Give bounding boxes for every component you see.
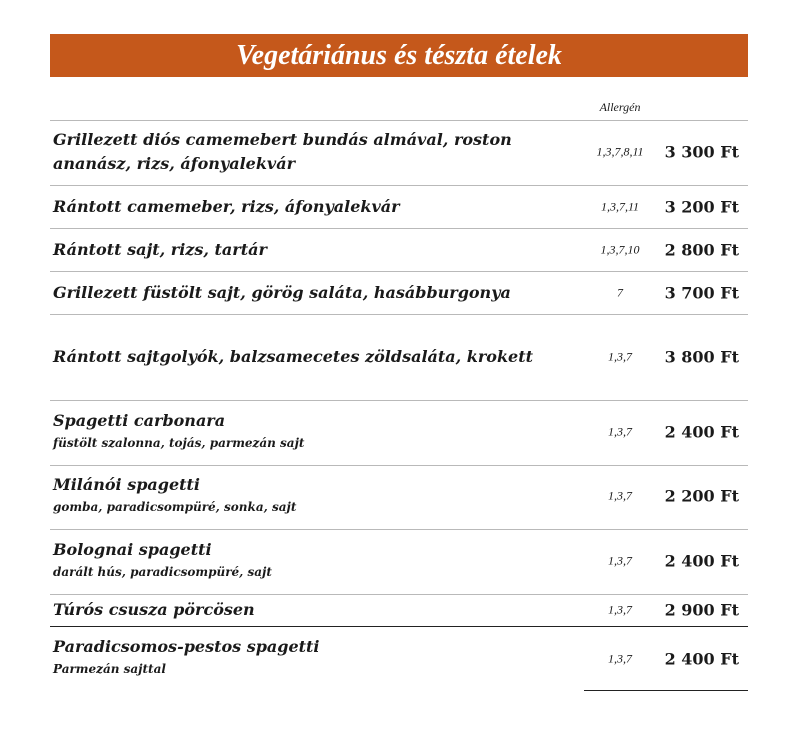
- menu-item-name: Grillezett diós camemebert bundás almával, roston ananász, rizs, áfonyalekvár: [53, 130, 512, 173]
- menu-item-allergen: 1,3,7: [608, 488, 632, 503]
- menu-item-price: 2 900 Ft: [664, 600, 739, 620]
- row-divider: [50, 529, 748, 530]
- menu-item-name: [53, 635, 573, 679]
- menu-item-title: Milánói spagetti: [53, 475, 200, 494]
- menu-item-name: Rántott camemeber, rizs, áfonyalekvár: [53, 197, 400, 216]
- menu-item-price: 3 800 Ft: [664, 347, 739, 367]
- menu-item-price: 3 300 Ft: [664, 142, 739, 162]
- menu-item-price: 2 200 Ft: [664, 486, 739, 506]
- row-divider: [50, 465, 748, 466]
- menu-item-description: füstölt szalonna, tojás, parmezán sajt: [53, 436, 305, 450]
- allergen-column-header: Allergén: [599, 100, 641, 114]
- row-divider: [50, 120, 748, 121]
- menu-item-allergen: 1,3,7: [608, 602, 632, 617]
- menu-item-name: Túrós csusza pörcösen: [53, 600, 255, 619]
- menu-item-price: 3 200 Ft: [664, 197, 739, 217]
- row-divider: [50, 271, 748, 272]
- menu-item-allergen: 1,3,7: [608, 553, 632, 568]
- menu-item-allergen: 1,3,7: [608, 349, 632, 364]
- menu-item-name: Grillezett füstölt sajt, görög saláta, hasábburgonya: [53, 283, 511, 302]
- menu-item-title: Spagetti carbonara: [53, 411, 226, 430]
- menu-item-title: Bolognai spagetti: [53, 540, 212, 559]
- menu-section-title: Vegetáriánus és tészta ételek: [50, 34, 748, 77]
- row-divider: [50, 594, 748, 595]
- menu-item-title: Paradicsomos-pestos spagetti: [53, 637, 320, 656]
- menu-item-price: 3 700 Ft: [664, 283, 739, 303]
- menu-item-name: [53, 473, 573, 517]
- menu-item-description: gomba, paradicsompüré, sonka, sajt: [53, 500, 297, 514]
- menu-item-name: Rántott sajt, rizs, tartár: [53, 240, 267, 259]
- menu-item-name: [53, 538, 573, 582]
- row-divider: [50, 228, 748, 229]
- bottom-rule: [584, 690, 748, 691]
- menu-item-name: Rántott sajtgolyók, balzsamecetes zöldsaláta, krokett: [53, 347, 534, 366]
- menu-item-price: 2 400 Ft: [664, 551, 739, 571]
- menu-item-allergen: 7: [617, 285, 623, 300]
- row-divider: [50, 185, 748, 186]
- menu-item-price: 2 400 Ft: [664, 422, 739, 442]
- menu-item-allergen: 1,3,7: [608, 424, 632, 439]
- menu-item-allergen: 1,3,7,10: [600, 242, 640, 257]
- menu-item-allergen: 1,3,7,11: [600, 199, 640, 214]
- menu-item-allergen: 1,3,7,8,11: [596, 144, 644, 159]
- menu-item-price: 2 400 Ft: [664, 649, 739, 669]
- menu-item-description: darált hús, paradicsompüré, sajt: [53, 565, 272, 579]
- row-divider: [50, 400, 748, 401]
- menu-item-description: Parmezán sajttal: [53, 662, 166, 676]
- row-divider: [50, 626, 748, 627]
- row-divider: [50, 314, 748, 315]
- menu-item-name: [53, 409, 573, 453]
- menu-item-price: 2 800 Ft: [664, 240, 739, 260]
- menu-item-allergen: 1,3,7: [608, 651, 632, 666]
